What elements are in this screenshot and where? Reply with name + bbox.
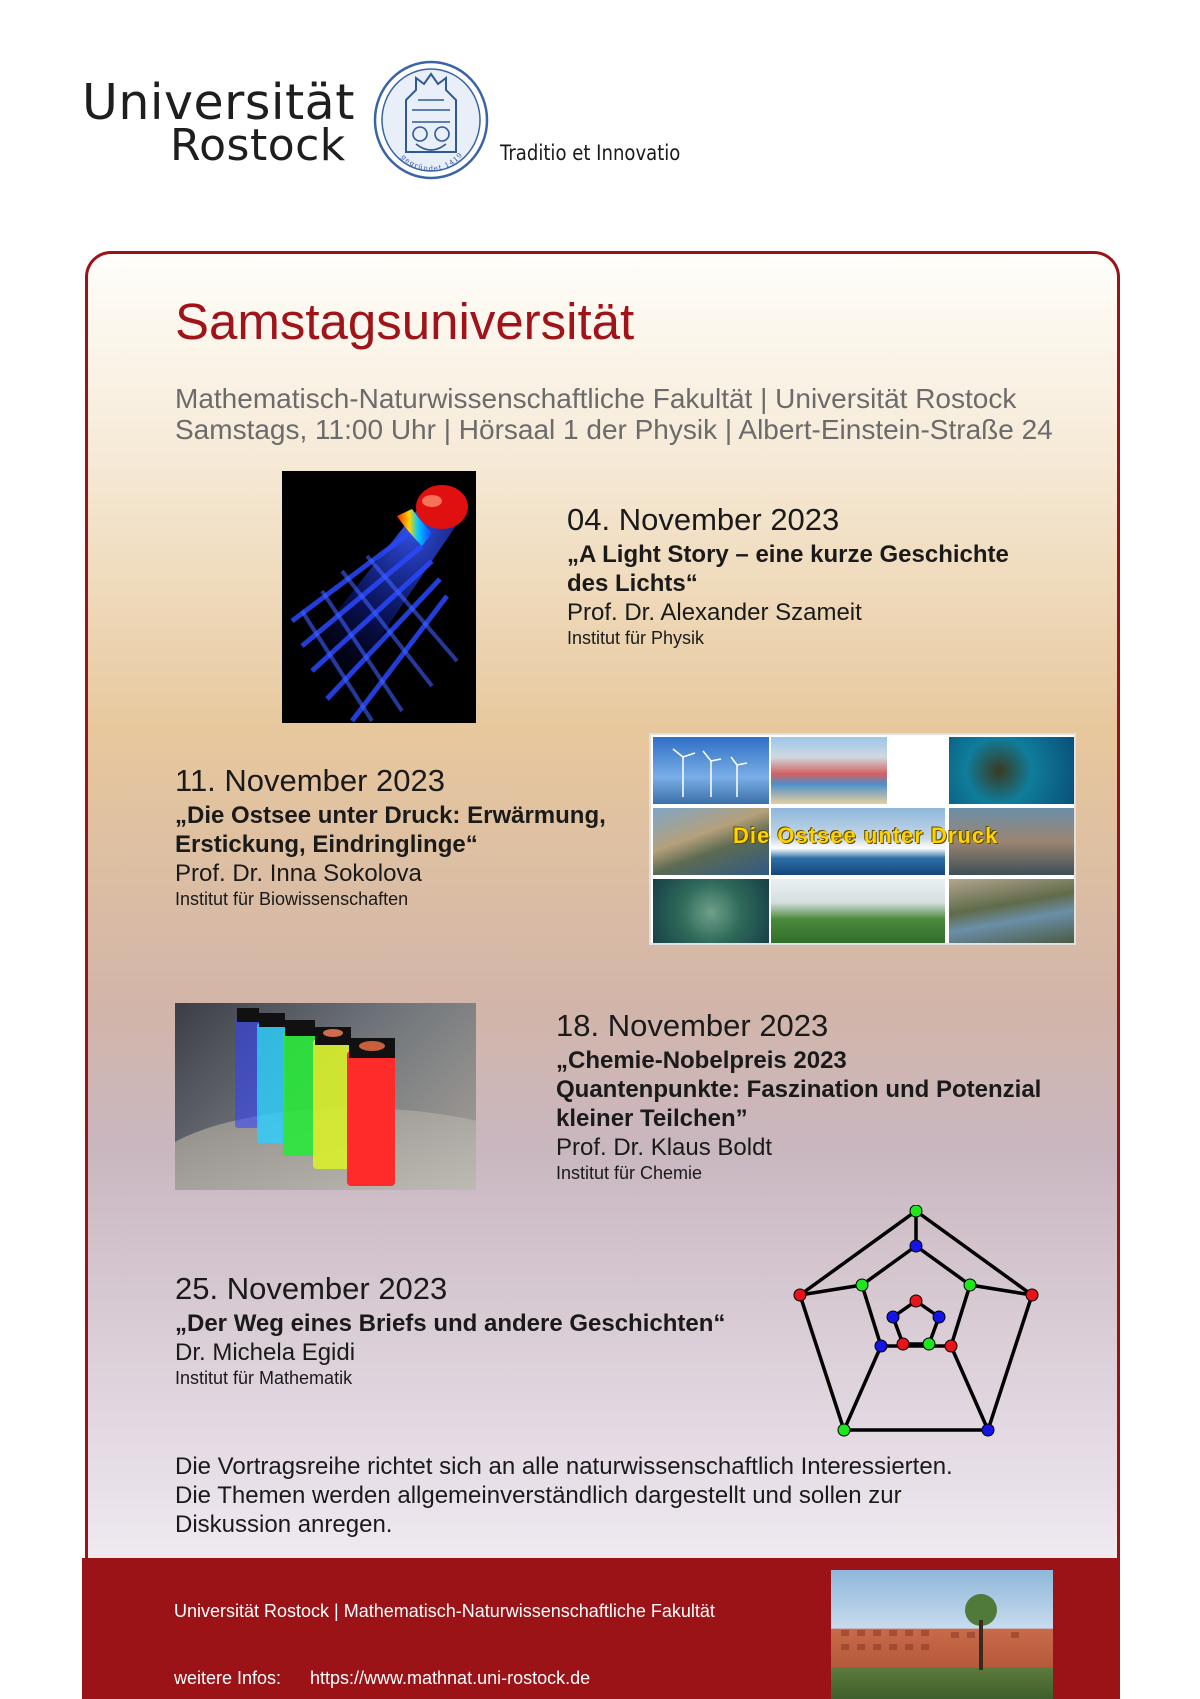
- faculty-building-image: [831, 1570, 1053, 1699]
- lecture-institute: Institut für Chemie: [556, 1162, 703, 1183]
- graph-vertex: [910, 1240, 922, 1252]
- lecture-date: 11. November 2023: [175, 763, 445, 798]
- graph-vertex: [982, 1424, 994, 1436]
- lecture-2: [175, 763, 606, 910]
- lecture-title: „Der Weg eines Briefs und andere Geschichten“: [175, 1309, 726, 1337]
- graph-vertex: [838, 1424, 850, 1436]
- subtitle-faculty: Mathematisch-Naturwissenschaftliche Fakultät | Universität Rostock: [175, 383, 1017, 414]
- lecture-title: „A Light Story – eine kurze Geschichte des Lichts“: [567, 540, 1009, 597]
- mussels-tile: [949, 737, 1074, 804]
- series-description: Die Vortragsreihe richtet sich an alle naturwissenschaftlich Interessierten. Die Themen werden allgemeinverständlich dargestellt und sollen zur Diskussion anregen.: [175, 1453, 953, 1538]
- graph-vertex: [887, 1311, 899, 1323]
- graph-coloring-figure: [785, 1205, 1050, 1445]
- chalk-cliffs-tile: [771, 879, 945, 945]
- graph-vertex: [910, 1205, 922, 1217]
- quantum-dots-image: [175, 1003, 476, 1190]
- graph-vertex: [794, 1289, 806, 1301]
- lecture-speaker: Dr. Michela Egidi: [175, 1338, 356, 1366]
- ostsee-image-caption: Die Ostsee unter Druck: [733, 823, 999, 848]
- lecture-date: 25. November 2023: [175, 1271, 448, 1306]
- lecture-institute: Institut für Biowissenschaften: [175, 888, 409, 909]
- wind-turbine-tile: [653, 737, 769, 804]
- graph-vertex: [1026, 1289, 1038, 1301]
- graph-vertex: [875, 1340, 887, 1352]
- lecture-institute: Institut für Physik: [567, 627, 705, 648]
- graph-vertex: [933, 1311, 945, 1323]
- graph-vertex: [910, 1295, 922, 1307]
- lecture-date: 18. November 2023: [556, 1008, 829, 1043]
- graph-vertex: [856, 1279, 868, 1291]
- ostsee-collage-image: [649, 733, 1076, 945]
- lecture-speaker: Prof. Dr. Alexander Szameit: [567, 598, 862, 626]
- logo-wordmark-line1: Universität: [82, 74, 355, 131]
- light-story-image: [282, 471, 476, 723]
- lecture-date: 04. November 2023: [567, 502, 840, 537]
- graph-vertex: [897, 1338, 909, 1350]
- footer-info-label: weitere Infos:: [174, 1668, 282, 1688]
- lecture-speaker: Prof. Dr. Inna Sokolova: [175, 859, 422, 887]
- footer-organization: Universität Rostock | Mathematisch-Naturwissenschaftliche Fakultät: [174, 1601, 715, 1621]
- river-delta-tile: [949, 879, 1074, 945]
- lecture-3: [556, 1008, 1041, 1184]
- lecture-1: [567, 502, 1009, 649]
- graph-vertex: [964, 1279, 976, 1291]
- graph-vertex: [945, 1340, 957, 1352]
- lecture-title: „Chemie-Nobelpreis 2023 Quantenpunkte: Faszination und Potenzial kleiner Teilchen”: [556, 1046, 1042, 1132]
- logo-wordmark-line2: Rostock: [170, 120, 346, 171]
- lecture-title: „Die Ostsee unter Druck: Erwärmung, Erstickung, Eindringlinge“: [175, 801, 606, 858]
- page-title: Samstagsuniversität: [175, 293, 635, 350]
- footer-url-link[interactable]: https://www.mathnat.uni-rostock.de: [310, 1668, 591, 1688]
- algae-tile: [653, 879, 769, 945]
- subtitle-schedule: Samstags, 11:00 Uhr | Hörsaal 1 der Physik | Albert-Einstein-Straße 24: [175, 414, 1053, 445]
- beach-tile: [771, 737, 887, 804]
- graph-vertex: [923, 1338, 935, 1350]
- lecture-speaker: Prof. Dr. Klaus Boldt: [556, 1133, 773, 1161]
- lecture-institute: Institut für Mathematik: [175, 1367, 353, 1388]
- university-seal-icon: [372, 60, 490, 180]
- lecture-4: [175, 1271, 725, 1389]
- seal-text: gegründet 1419: [399, 150, 465, 173]
- motto: Traditio et Innovatio: [500, 141, 681, 165]
